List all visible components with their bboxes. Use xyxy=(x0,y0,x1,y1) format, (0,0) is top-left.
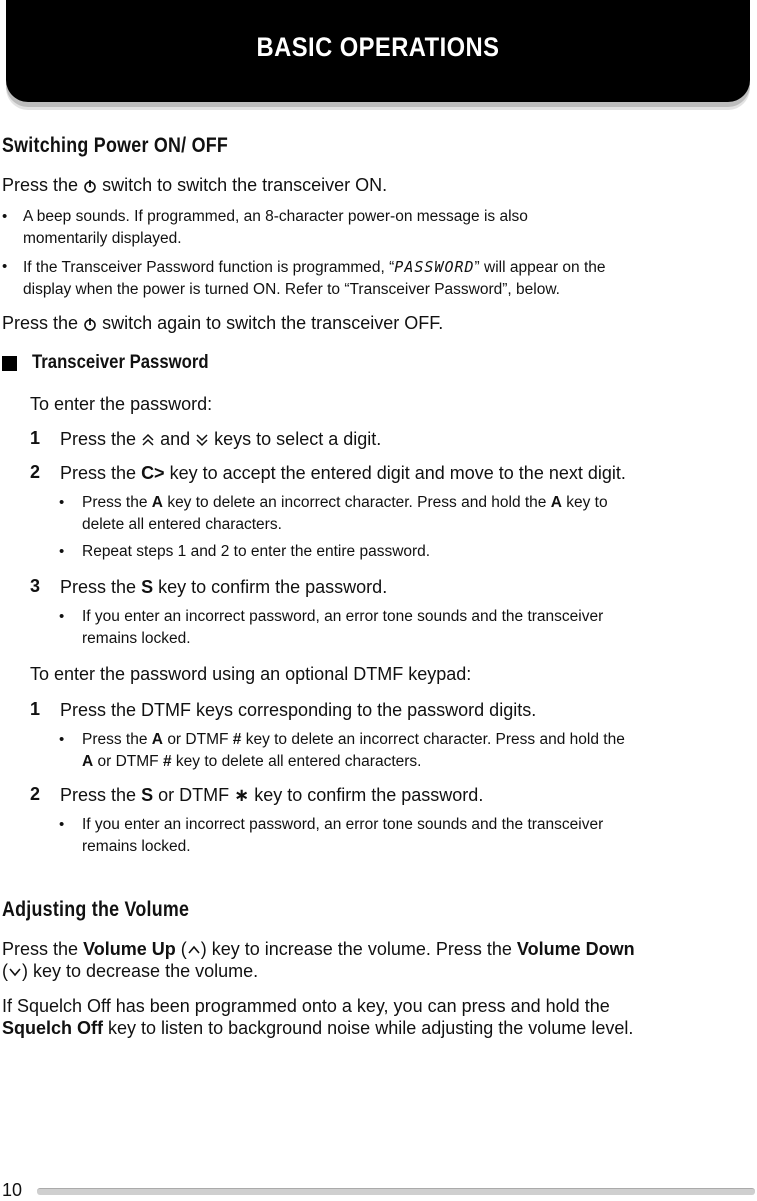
asterisk-key: ∗ xyxy=(234,785,250,805)
text: If the Transceiver Password function is programmed, “ xyxy=(23,259,395,276)
volume-paragraph-2 xyxy=(2,995,752,1039)
text: Press the xyxy=(60,785,137,805)
power-heading xyxy=(2,134,228,158)
text: ” will appear on the xyxy=(474,259,606,276)
text: and xyxy=(160,429,191,449)
power-icon xyxy=(83,317,97,331)
footer-rule xyxy=(37,1188,755,1195)
lcd-password-text: PASSWORD xyxy=(394,258,475,276)
text: delete all entered characters. xyxy=(82,516,282,533)
step-1 xyxy=(60,428,381,450)
page-title: BASIC OPERATIONS xyxy=(256,32,500,62)
bullet-dot: • xyxy=(59,543,65,560)
volume-heading-text: Adjusting the Volume xyxy=(2,898,190,921)
text: remains locked. xyxy=(82,630,191,647)
power-note-1 xyxy=(23,206,743,250)
section-square-icon xyxy=(2,356,17,371)
text: A beep sounds. If programmed, an 8-character power-on message is also xyxy=(23,208,528,225)
text: display when the power is turned ON. Refer to “Transceiver Password”, below. xyxy=(23,281,560,298)
power-heading-text: Switching Power ON/ OFF xyxy=(2,134,229,157)
text: remains locked. xyxy=(82,838,191,855)
power-off-line xyxy=(2,312,443,334)
step-3 xyxy=(60,576,387,598)
step-number: 2 xyxy=(30,784,41,804)
dtmf-step-1-note xyxy=(82,729,752,773)
header-banner xyxy=(6,0,750,102)
text: Press the xyxy=(60,429,137,449)
bullet-dot: • xyxy=(59,494,65,511)
bullet-dot: • xyxy=(2,258,8,275)
text: If Squelch Off has been programmed onto a key, you can press and hold the xyxy=(2,996,610,1016)
key-label: # xyxy=(162,753,172,770)
key-label: Volume Down xyxy=(516,939,635,959)
step-number: 1 xyxy=(30,428,41,448)
dtmf-step-1: Press the DTMF keys corresponding to the password digits. xyxy=(60,700,537,720)
password-intro: To enter the password: xyxy=(30,394,213,414)
key-label: A xyxy=(550,494,562,511)
text: key to xyxy=(566,494,608,511)
text: keys to select a digit. xyxy=(214,429,382,449)
text: Press the xyxy=(2,313,79,333)
step-number: 3 xyxy=(30,576,41,596)
text: switch again to switch the transceiver OFF. xyxy=(102,313,444,333)
key-label: A xyxy=(151,731,163,748)
double-chevron-down-icon xyxy=(195,433,209,447)
power-note-2 xyxy=(23,256,743,301)
text: momentarily displayed. xyxy=(23,230,182,247)
volume-paragraph-1: Press the Volume Up ( ) key to increase the volume. Press the Volume Down ( ) key to decrease the volume. xyxy=(2,939,635,981)
dtmf-step-2 xyxy=(60,784,483,806)
text: key to decrease the volume. xyxy=(33,961,259,981)
step-number: 1 xyxy=(30,699,41,719)
text: key to confirm the password. xyxy=(158,577,388,597)
bullet-dot: • xyxy=(59,608,65,625)
text: key to confirm the password. xyxy=(254,785,484,805)
page-number: 10 xyxy=(2,1180,23,1200)
key-label: Squelch Off xyxy=(2,1018,104,1038)
key-label: Volume Up xyxy=(83,939,176,959)
key-label: S xyxy=(141,577,154,597)
key-label: A xyxy=(151,494,163,511)
text: If you enter an incorrect password, an error tone sounds and the transceiver xyxy=(82,816,604,833)
text: Press the xyxy=(60,577,137,597)
dtmf-intro: To enter the password using an optional DTMF keypad: xyxy=(30,664,472,684)
double-chevron-up-icon xyxy=(141,433,155,447)
key-label: S xyxy=(141,785,154,805)
text: key to listen to background noise while adjusting the volume level. xyxy=(108,1018,634,1038)
text: or DTMF xyxy=(97,753,159,770)
power-on-line xyxy=(2,174,387,196)
volume-heading xyxy=(2,898,189,922)
text: key to delete all entered characters. xyxy=(175,753,422,770)
text: Press the xyxy=(60,463,137,483)
text: Press the xyxy=(82,731,148,748)
text: key to accept the entered digit and move to the next digit. xyxy=(169,463,626,483)
text: Press the xyxy=(82,494,148,511)
key-label: C> xyxy=(141,463,165,483)
text: Press the xyxy=(2,175,79,195)
step-2-note-1 xyxy=(82,492,752,536)
step-3-note xyxy=(82,606,752,650)
password-heading: Transceiver Password xyxy=(32,352,209,373)
power-icon xyxy=(83,179,97,193)
key-label: # xyxy=(232,731,242,748)
chevron-down-icon xyxy=(8,965,22,979)
text: or DTMF xyxy=(167,731,229,748)
step-2-note-2: Repeat steps 1 and 2 to enter the entire password. xyxy=(82,543,431,560)
text: or DTMF xyxy=(158,785,230,805)
bullet-dot: • xyxy=(59,816,65,833)
step-2 xyxy=(60,462,626,484)
step-number: 2 xyxy=(30,462,41,482)
text: If you enter an incorrect password, an error tone sounds and the transceiver xyxy=(82,608,604,625)
chevron-up-icon xyxy=(187,943,201,957)
text: Press the xyxy=(2,939,79,959)
bullet-dot: • xyxy=(2,208,8,225)
text: switch to switch the transceiver ON. xyxy=(102,175,388,195)
bullet-dot: • xyxy=(59,731,65,748)
text: key to increase the volume. Press the xyxy=(211,939,512,959)
dtmf-step-2-note xyxy=(82,814,752,858)
text: key to delete an incorrect character. Press and hold the xyxy=(245,731,625,748)
text: key to delete an incorrect character. Press and hold the xyxy=(167,494,547,511)
key-label: A xyxy=(82,753,94,770)
